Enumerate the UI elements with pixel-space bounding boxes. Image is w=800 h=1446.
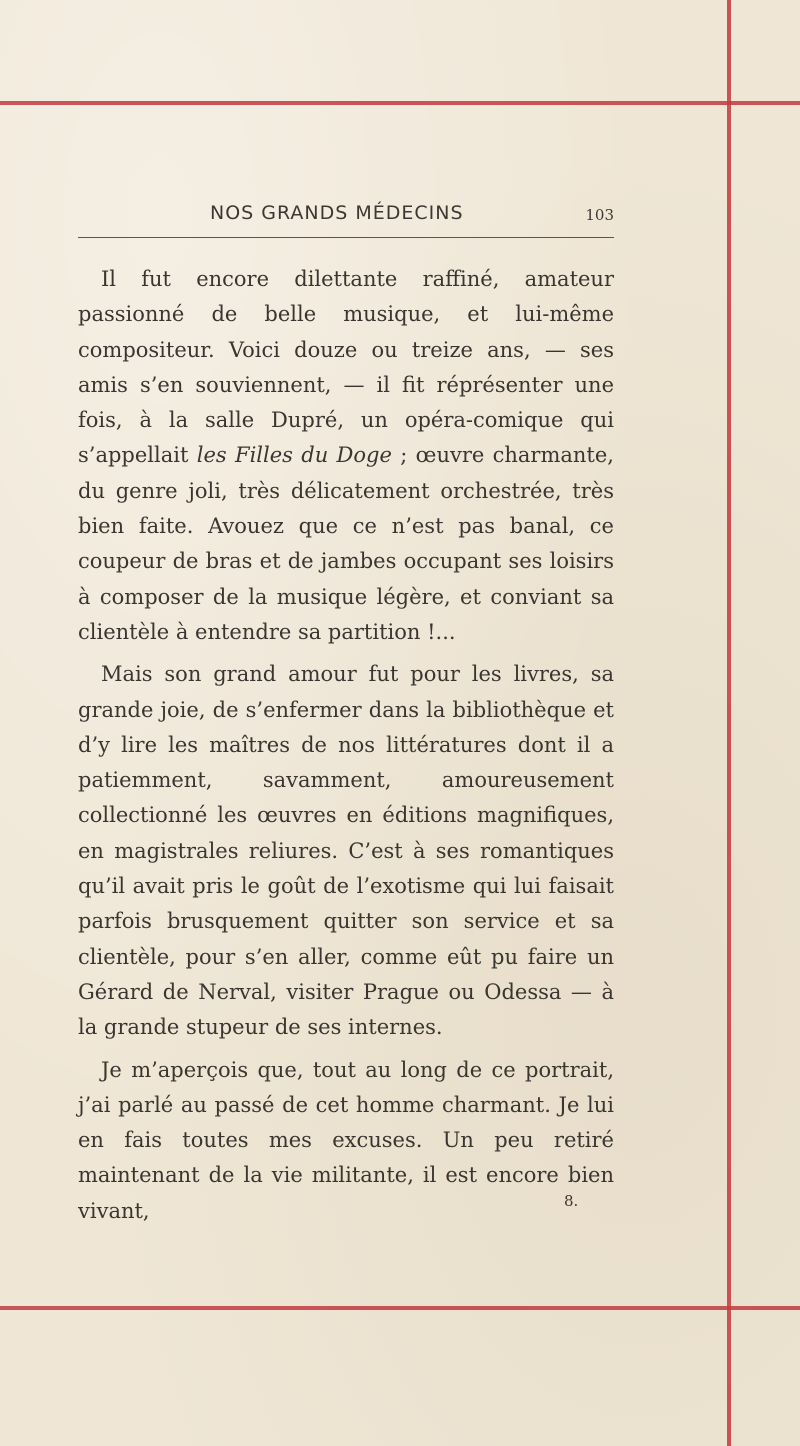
paragraph-1 [78, 262, 614, 650]
paragraph-1-text-b: ; œuvre charmante, du genre joli, très délicatement orchestrée, très bien faite. Avouez que ce n’est pas banal, ce coupeur de bras et de jambes occupant ses loisirs à composer de la musique légère, et conviant sa clientèle à entendre sa partition !... [78, 443, 614, 644]
page-number: 103 [585, 206, 614, 224]
crop-mark-right [727, 0, 731, 1446]
page-header [78, 198, 614, 238]
crop-mark-bottom [0, 1306, 800, 1310]
crop-mark-top [0, 101, 800, 105]
paragraph-2: Mais son grand amour fut pour les livres, sa grande joie, de s’enfermer dans la bibliothèque et d’y lire les maîtres de nos littératures dont il a patiemment, savamment, amoureusement collectionné les œuvres en éditions magnifiques, en magistrales reliures. C’est à ses romantiques qu’il avait pris le goût de l’exotisme qui lui faisait parfois brusquement quitter son service et sa clientèle, pour s’en aller, comme eût pu faire un Gérard de Nerval, visiter Prague ou Odessa — à la grande stupeur de ses internes. [78, 662, 614, 1040]
body-text [78, 262, 614, 1236]
signature-mark: 8. [564, 1192, 579, 1210]
paragraph-3: Je m’aperçois que, tout au long de ce portrait, j’ai parlé au passé de cet homme charmant. Je lui en fais toutes mes excuses. Un peu retiré maintenant de la vie militante, il est encore bien vivant, [78, 1057, 614, 1223]
running-title: NOS GRANDS MÉDECINS [210, 202, 464, 224]
work-title: les Filles du Doge [196, 443, 392, 468]
header-rule [78, 237, 614, 238]
paragraph-1-text-a: Il fut encore dilettante raffiné, amateur passionné de belle musique, et lui-même compositeur. Voici douze ou treize ans, — ses amis s’en souviennent, — il fit réprésenter une fois, à la salle Dupré, un opéra-comique qui s’appellait [78, 267, 614, 468]
